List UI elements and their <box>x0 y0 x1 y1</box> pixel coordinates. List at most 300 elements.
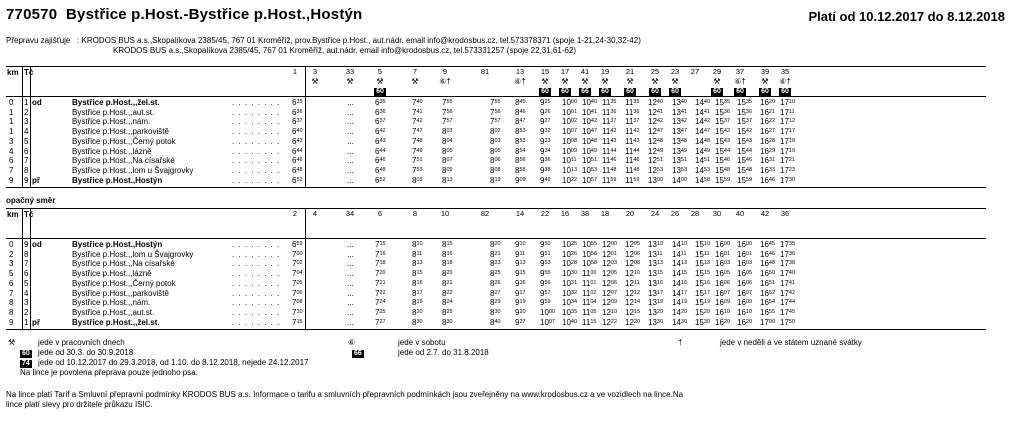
departure-time: $6^{40}$ <box>292 127 303 137</box>
departure-time: $6^{46}$ <box>375 156 386 166</box>
trip-number: 20 <box>625 209 635 218</box>
departure-time: $6^{43}$ <box>292 136 303 146</box>
departure-time: $16^{29}$ <box>760 146 776 156</box>
departure-time: $13^{17}$ <box>648 288 664 298</box>
departure-time: $16^{20}$ <box>737 317 753 327</box>
departure-time: $13^{42}$ <box>672 117 688 127</box>
departure-time: ... <box>347 317 354 327</box>
departure-time: $16^{01}$ <box>715 249 731 259</box>
departure-time: $16^{10}$ <box>737 307 753 317</box>
departure-time: $12^{12}$ <box>625 288 641 298</box>
trip-icon: ⚒ 60 <box>626 77 634 95</box>
legend-dog: Na lince je povolena přeprava pouze jednoho psa. <box>20 368 198 377</box>
departure-time: $15^{35}$ <box>715 98 731 107</box>
departure-time: $8^{08}$ <box>490 165 501 175</box>
trip-number: 24 <box>650 209 660 218</box>
departure-time: $17^{44}$ <box>780 298 796 308</box>
departure-time: $7^{04}$ <box>292 269 303 279</box>
departure-time: $12^{11}$ <box>625 278 640 288</box>
departure-time: $12^{41}$ <box>648 107 664 117</box>
departure-time: $16^{48}$ <box>760 259 776 269</box>
departure-time: $11^{46}$ <box>625 156 640 166</box>
departure-time: $8^{17}$ <box>412 288 423 298</box>
departure-time: $7^{15}$ <box>292 317 303 327</box>
departure-time: $13^{00}$ <box>648 175 664 185</box>
departure-time: $7^{15}$ <box>375 240 386 249</box>
timetable-title: 770570 Bystřice p.Host.-Bystřice p.Host.,Hostýn <box>6 6 363 23</box>
departure-time: $8^{40}$ <box>490 317 501 327</box>
departure-time: $8^{19}$ <box>490 175 501 185</box>
trip-number: 14 <box>515 209 525 218</box>
trip-number: 81 <box>480 67 490 76</box>
trip-number: 19 <box>600 67 610 76</box>
departure-time: $11^{15}$ <box>582 317 597 327</box>
departure-time: $6^{36}$ <box>292 107 303 117</box>
departure-time: $13^{16}$ <box>648 278 664 288</box>
departure-time: $12^{20}$ <box>625 317 641 327</box>
stop-tc: 1 <box>24 317 29 327</box>
departure-time: $8^{10}$ <box>412 240 423 249</box>
departure-time: $16^{07}$ <box>737 288 753 298</box>
trip-number: 34 <box>345 209 355 218</box>
departure-time: $8^{30}$ <box>442 317 453 327</box>
stop-name: Bystřice p.Host.,Hostýn <box>72 240 163 249</box>
departure-time: $11^{42}$ <box>602 127 617 137</box>
departure-time: $6^{42}$ <box>375 127 386 137</box>
departure-time: $10^{07}$ <box>562 127 578 137</box>
departure-time: $9^{20}$ <box>515 307 526 317</box>
departure-time: $10^{13}$ <box>562 165 578 175</box>
departure-time: $11^{35}$ <box>602 98 617 107</box>
stop-name: Bystřice p.Host.,,aut.st. <box>72 107 155 117</box>
departure-time: $11^{46}$ <box>602 156 617 166</box>
trip-number: 23 <box>670 67 680 76</box>
departure-time: $15^{59}$ <box>737 175 753 185</box>
departure-time: $11^{48}$ <box>602 165 617 175</box>
departure-time: $16^{46}$ <box>760 249 776 259</box>
departure-time: $11^{37}$ <box>625 117 640 127</box>
departure-time: $10^{51}$ <box>582 156 598 166</box>
stop-leader: . . . . . . . . <box>232 269 281 279</box>
departure-time: $9^{09}$ <box>515 175 526 185</box>
departure-time: $10^{47}$ <box>582 127 598 137</box>
departure-time: $8^{24}$ <box>442 298 453 308</box>
departure-time: ... <box>347 288 354 298</box>
stop-tc: 1 <box>24 98 29 107</box>
departure-time: $11^{36}$ <box>625 107 640 117</box>
stop-tc: 3 <box>24 117 29 127</box>
stop-name: Bystřice p.Host.,,žel.st. <box>72 317 160 327</box>
departure-time: $15^{44}$ <box>737 146 753 156</box>
departure-time: $8^{54}$ <box>515 146 526 156</box>
trip-icon: ⑥† 60 <box>779 77 791 95</box>
timetable-direction-1 <box>0 66 1023 188</box>
stop-name: Bystřice p.Host.,Hostýn <box>72 175 163 185</box>
departure-time: $16^{03}$ <box>737 259 753 269</box>
departure-time: $10^{57}$ <box>582 175 598 185</box>
table-bottom-rule <box>6 187 986 188</box>
departure-time: $6^{44}$ <box>292 146 303 156</box>
departure-time: $10^{30}$ <box>562 269 578 279</box>
departure-time: $7^{55}$ <box>442 98 453 107</box>
departure-time: $8^{46}$ <box>515 107 526 117</box>
stop-leader: . . . . . . . . <box>232 146 281 156</box>
departure-time: $9^{15}$ <box>515 269 526 279</box>
trip-number: 26 <box>670 209 680 218</box>
stop-leader: . . . . . . . . <box>232 117 281 127</box>
stop-leader: . . . . . . . . <box>232 278 281 288</box>
trip-number: 13 <box>515 67 525 76</box>
departure-time: $13^{20}$ <box>648 307 664 317</box>
departure-time: $12^{07}$ <box>602 288 618 298</box>
departure-time: $15^{46}$ <box>737 156 753 166</box>
departure-time: $10^{11}$ <box>562 156 577 166</box>
departure-time: $13^{48}$ <box>672 136 688 146</box>
departure-time: $11^{37}$ <box>602 117 617 127</box>
legend-badge-74: 74 <box>22 360 30 367</box>
departure-time: $8^{25}$ <box>442 307 453 317</box>
departure-time: $13^{30}$ <box>648 317 664 327</box>
table-header-rule <box>6 96 986 97</box>
departure-time: $10^{09}$ <box>562 146 578 156</box>
col-divider <box>22 208 23 330</box>
departure-time: $7^{57}$ <box>442 117 453 127</box>
departure-time: $7^{40}$ <box>412 98 423 107</box>
col-tc-header: Tč <box>24 210 34 219</box>
departure-time: $12^{10}$ <box>602 307 618 317</box>
departure-time: $9^{49}$ <box>540 175 551 185</box>
departure-time: ... <box>347 146 354 156</box>
departure-time: $7^{27}$ <box>375 317 386 327</box>
departure-time: $12^{06}$ <box>625 249 641 259</box>
departure-time: $16^{09}$ <box>737 298 753 308</box>
departure-time: $11^{43}$ <box>602 136 617 146</box>
stop-leader: . . . . . . . . <box>232 259 281 269</box>
departure-time: $14^{58}$ <box>695 175 711 185</box>
departure-time: $7^{24}$ <box>375 298 386 308</box>
stop-km: 7 <box>9 288 14 298</box>
departure-time: $14^{30}$ <box>672 317 688 327</box>
stop-name: Bystřice p.Host.,,Černý potok <box>72 136 176 146</box>
departure-time: $11^{59}$ <box>602 175 617 185</box>
departure-time: $7^{10}$ <box>292 307 303 317</box>
departure-time: $15^{44}$ <box>715 146 731 156</box>
departure-time: $17^{21}$ <box>780 156 796 166</box>
col-km-header: km <box>7 68 19 77</box>
trip-icon: ⚒ 60 <box>561 77 569 95</box>
table-header-rule <box>6 238 986 239</box>
departure-time: $11^{00}$ <box>582 269 597 279</box>
departure-time: $8^{56}$ <box>515 156 526 166</box>
trip-number: 8 <box>412 209 418 218</box>
departure-time: $6^{43}$ <box>375 136 386 146</box>
departure-time: $10^{56}$ <box>582 249 598 259</box>
departure-time: $14^{20}$ <box>672 307 688 317</box>
stop-tc: 5 <box>24 278 29 288</box>
departure-time: $10^{25}$ <box>562 240 578 249</box>
trip-icon: ⚒ 60 <box>541 77 549 95</box>
departure-time: $15^{13}$ <box>695 259 711 269</box>
departure-time: $9^{51}$ <box>540 249 551 259</box>
departure-time: $11^{02}$ <box>582 288 597 298</box>
departure-time: $7^{57}$ <box>490 117 501 127</box>
trip-number: 36 <box>780 209 790 218</box>
departure-time: ... <box>347 165 354 175</box>
departure-time: $10^{07}$ <box>540 317 556 327</box>
departure-time: $17^{38}$ <box>780 259 796 269</box>
departure-time: $8^{03}$ <box>442 127 453 137</box>
departure-time: $15^{30}$ <box>695 317 711 327</box>
departure-time: $16^{01}$ <box>737 249 753 259</box>
table-bottom-rule <box>6 329 986 330</box>
trip-number: 22 <box>540 209 550 218</box>
trip-icon: ⚒ 60 <box>651 77 659 95</box>
trip-number: 29 <box>712 67 722 76</box>
departure-time: $15^{43}$ <box>715 136 731 146</box>
departure-time: $7^{47}$ <box>412 127 423 137</box>
stop-km: 1 <box>9 107 14 117</box>
departure-time: $13^{11}$ <box>648 249 663 259</box>
trip-icon: ⚒ 66 <box>581 77 589 95</box>
trip-number: 17 <box>560 67 570 76</box>
departure-time: $16^{33}$ <box>760 165 776 175</box>
col-divider <box>30 66 31 188</box>
departure-time: $10^{35}$ <box>562 307 578 317</box>
opposite-direction-title: opačný směr <box>6 196 56 205</box>
departure-time: $6^{37}$ <box>375 117 386 127</box>
departure-time: $7^{05}$ <box>292 278 303 288</box>
validity: Platí od 10.12.2017 do 8.12.2018 <box>808 9 1005 24</box>
trip-number: 18 <box>600 209 610 218</box>
legend-saturday-icon: ⑥ <box>348 338 356 347</box>
departure-time: $13^{13}$ <box>648 259 664 269</box>
departure-time: $8^{18}$ <box>442 259 453 269</box>
departure-time: $8^{16}$ <box>412 278 423 288</box>
departure-time: ... <box>347 249 354 259</box>
departure-time: $15^{43}$ <box>737 136 753 146</box>
stop-leader: . . . . . . . . <box>232 175 281 185</box>
departure-time: $17^{00}$ <box>760 317 776 327</box>
departure-time: $16^{27}$ <box>760 127 776 137</box>
departure-time: $17^{42}$ <box>780 288 796 298</box>
trip-icon: ⑥† <box>439 77 451 86</box>
departure-time: $6^{59}$ <box>292 240 303 249</box>
stop-tc: 6 <box>24 146 29 156</box>
legend-saturday: jede v sobotu <box>398 338 446 347</box>
stop-km: 3 <box>9 259 14 269</box>
departure-time: $8^{21}$ <box>442 278 453 288</box>
departure-time: $16^{55}$ <box>760 307 776 317</box>
trip-number: 30 <box>712 209 722 218</box>
departure-time: ... <box>347 175 354 185</box>
footer-line-1: Na lince platí Tarif a Smluvní přepravní podmínky KRODOS BUS a.s. Informace o tarifu a smluvních přepravních podmínkách jsou zveřejněny na www.krodosbus.cz a ve vozidlech na lince.Na <box>6 390 684 399</box>
departure-time: $13^{47}$ <box>672 127 688 137</box>
departure-time: $8^{53}$ <box>515 127 526 137</box>
stop-km: 6 <box>9 278 14 288</box>
departure-time: $14^{16}$ <box>672 278 688 288</box>
timetable-direction-2 <box>0 208 1023 330</box>
trip-number: 40 <box>735 209 745 218</box>
departure-time: $6^{44}$ <box>375 146 386 156</box>
stop-leader: . . . . . . . . <box>232 307 281 317</box>
departure-time: $12^{53}$ <box>648 165 664 175</box>
stop-name: Bystřice p.Host.,,lázně <box>72 269 152 279</box>
departure-time: $9^{33}$ <box>540 136 551 146</box>
trip-number: 41 <box>580 67 590 76</box>
departure-time: $15^{48}$ <box>737 165 753 175</box>
departure-time: $10^{02}$ <box>562 117 578 127</box>
departure-time: $10^{41}$ <box>582 107 598 117</box>
departure-time: $15^{35}$ <box>737 98 753 107</box>
departure-time: $9^{11}$ <box>515 249 526 259</box>
trip-number: 82 <box>480 209 490 218</box>
trip-icon: ⑥† 60 <box>734 77 746 95</box>
departure-time: $13^{15}$ <box>648 269 664 279</box>
departure-time: $15^{19}$ <box>695 298 711 308</box>
legend-sunday: jede v neděli a ve státem uznané svátky <box>720 338 862 347</box>
departure-time: $9^{27}$ <box>540 117 551 127</box>
trip-icon: ⚒ 60 <box>376 77 384 95</box>
departure-time: $17^{10}$ <box>780 98 796 107</box>
departure-time: ... <box>347 107 354 117</box>
legend-60: jede od 30.3. do 30.9.2018 <box>38 348 134 357</box>
departure-time: $14^{40}$ <box>695 98 711 107</box>
departure-time: $11^{05}$ <box>582 307 597 317</box>
stop-name: Bystřice p.Host.,,žel.st. <box>72 98 160 107</box>
departure-time: $16^{10}$ <box>715 307 731 317</box>
departure-time: $8^{02}$ <box>490 127 501 137</box>
departure-time: $8^{27}$ <box>490 288 501 298</box>
departure-time: $17^{35}$ <box>780 240 796 249</box>
stop-tc: 4 <box>24 288 29 298</box>
departure-time: $12^{06}$ <box>602 278 618 288</box>
departure-time: $7^{25}$ <box>375 307 386 317</box>
departure-time: $8^{20}$ <box>412 307 423 317</box>
stop-tc: 2 <box>24 107 29 117</box>
departure-time: $8^{05}$ <box>490 146 501 156</box>
departure-time: $7^{16}$ <box>375 249 386 259</box>
departure-time: $9^{19}$ <box>515 298 526 308</box>
departure-time: $9^{57}$ <box>540 288 551 298</box>
departure-time: ... <box>347 298 354 308</box>
departure-time: $17^{30}$ <box>780 175 796 185</box>
departure-time: $7^{22}$ <box>375 288 386 298</box>
departure-time: ... <box>347 278 354 288</box>
departure-time: $14^{17}$ <box>672 288 688 298</box>
departure-time: $16^{31}$ <box>760 156 776 166</box>
trip-number: 15 <box>540 67 550 76</box>
departure-time: $7^{48}$ <box>412 136 423 146</box>
table-top-rule <box>6 66 986 67</box>
departure-time: $12^{08}$ <box>625 259 641 269</box>
departure-time: $8^{04}$ <box>442 136 453 146</box>
departure-time: $16^{03}$ <box>715 259 731 269</box>
trip-icon: ⚒ 60 <box>601 77 609 95</box>
departure-time: $14^{42}$ <box>695 117 711 127</box>
departure-time: $16^{07}$ <box>715 288 731 298</box>
legend-workdays: jede v pracovních dnech <box>38 338 125 347</box>
departure-time: $14^{15}$ <box>672 269 688 279</box>
departure-time: $13^{10}$ <box>648 240 664 249</box>
departure-time: $15^{15}$ <box>695 269 711 279</box>
departure-time: $9^{56}$ <box>540 278 551 288</box>
trip-number: 38 <box>580 209 590 218</box>
trip-number: 37 <box>735 67 745 76</box>
departure-time: $10^{28}$ <box>562 259 578 269</box>
departure-time: $15^{17}$ <box>695 288 711 298</box>
departure-time: $10^{00}$ <box>540 307 556 317</box>
departure-time: $13^{41}$ <box>672 107 688 117</box>
departure-time: $8^{47}$ <box>515 117 526 127</box>
stop-leader: . . . . . . . . <box>232 249 281 259</box>
departure-time: $10^{53}$ <box>582 165 598 175</box>
departure-time: $15^{20}$ <box>695 307 711 317</box>
departure-time: $11^{04}$ <box>582 298 597 308</box>
departure-time: $15^{36}$ <box>737 107 753 117</box>
departure-time: $8^{58}$ <box>515 165 526 175</box>
departure-time: $12^{01}$ <box>602 249 618 259</box>
departure-time: $16^{06}$ <box>715 278 731 288</box>
stop-mark: od <box>32 98 42 107</box>
departure-time: $9^{38}$ <box>540 165 551 175</box>
stop-leader: . . . . . . . . <box>232 127 281 137</box>
departure-time: $17^{11}$ <box>780 107 795 117</box>
departure-time: $6^{36}$ <box>375 107 386 117</box>
departure-time: $7^{41}$ <box>412 107 423 117</box>
departure-time: $8^{19}$ <box>412 298 423 308</box>
stop-tc: 3 <box>24 298 29 308</box>
departure-time: $15^{42}$ <box>715 127 731 137</box>
departure-time: $15^{16}$ <box>695 278 711 288</box>
departure-time: $11^{59}$ <box>625 175 640 185</box>
stop-leader: . . . . . . . . <box>232 165 281 175</box>
departure-time: $12^{51}$ <box>648 156 664 166</box>
departure-time: $8^{23}$ <box>490 259 501 269</box>
departure-time: $6^{37}$ <box>292 117 303 127</box>
trip-number: 16 <box>560 209 570 218</box>
departure-time: $6^{48}$ <box>375 165 386 175</box>
stop-km: 4 <box>9 146 14 156</box>
departure-time: $11^{42}$ <box>625 127 640 137</box>
departure-time: $16^{05}$ <box>737 269 753 279</box>
departure-time: $8^{05}$ <box>442 146 453 156</box>
stop-leader: . . . . . . . . <box>232 240 281 249</box>
departure-time: $10^{48}$ <box>582 136 598 146</box>
departure-time: $8^{53}$ <box>515 136 526 146</box>
departure-time: $11^{36}$ <box>602 107 617 117</box>
departure-time: $15^{10}$ <box>695 240 711 249</box>
departure-time: $16^{00}$ <box>737 240 753 249</box>
departure-time: $12^{48}$ <box>648 136 664 146</box>
stop-km: 3 <box>9 136 14 146</box>
departure-time: $9^{34}$ <box>540 146 551 156</box>
legend-74: jede od 10.12.2017 do 29.3.2018, od 1.10. do 8.12.2018, nejede 24.12.2017 <box>38 358 309 367</box>
departure-time: $15^{37}$ <box>737 117 753 127</box>
stop-km: 5 <box>9 269 14 279</box>
departure-time: $15^{48}$ <box>715 165 731 175</box>
departure-time: $13^{51}$ <box>672 156 688 166</box>
departure-time: $10^{58}$ <box>582 259 598 269</box>
departure-time: ... <box>347 240 354 249</box>
departure-time: $14^{47}$ <box>695 127 711 137</box>
departure-time: $12^{05}$ <box>625 240 641 249</box>
stop-km: 0 <box>9 98 14 107</box>
legend-sunday-icon: † <box>678 338 683 347</box>
legend-badge-60: 60 <box>22 350 30 357</box>
stop-km: 8 <box>9 307 14 317</box>
departure-time: $17^{40}$ <box>780 269 796 279</box>
departure-time: $8^{16}$ <box>442 249 453 259</box>
